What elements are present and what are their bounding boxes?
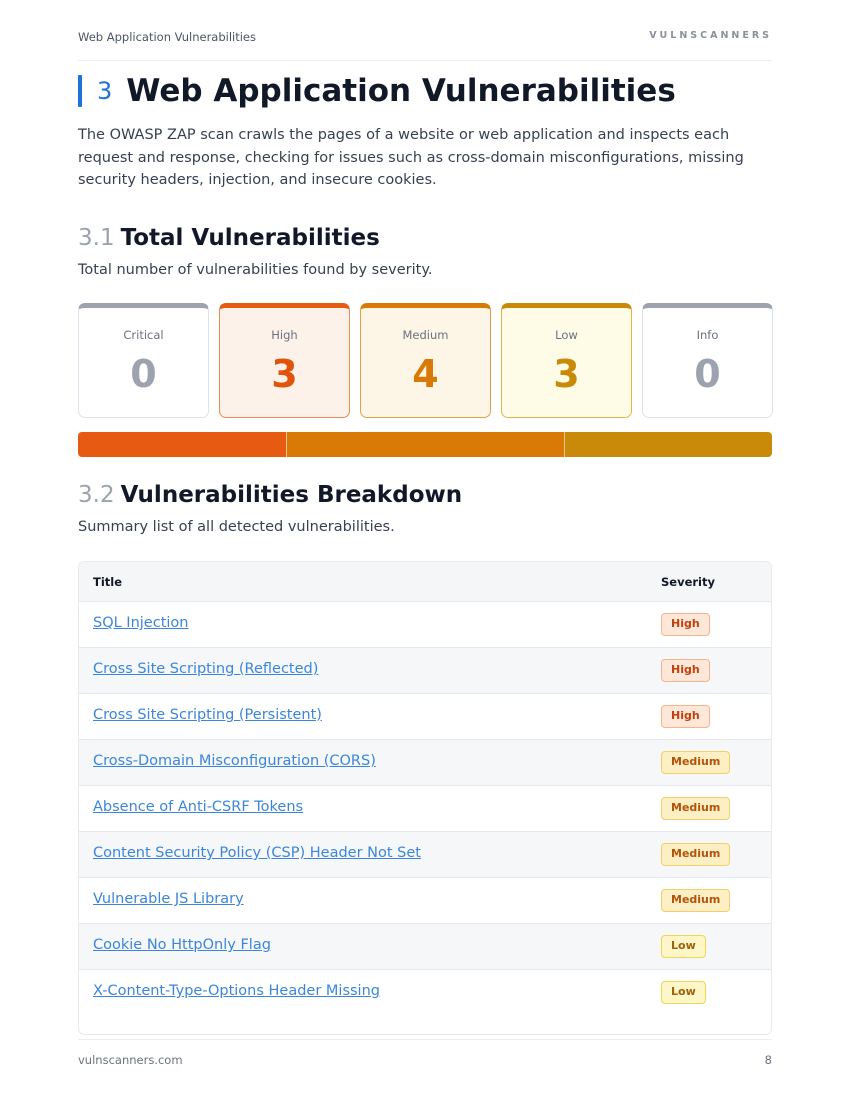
section-accent-bar	[78, 75, 82, 107]
vulnerability-link[interactable]: Vulnerable JS Library	[93, 891, 244, 907]
vulnerability-link[interactable]: Cookie No HttpOnly Flag	[93, 937, 271, 953]
vulnerability-link[interactable]: Content Security Policy (CSP) Header Not Set	[93, 845, 421, 861]
page-footer	[78, 1039, 772, 1079]
severity-bar-segment-low	[564, 432, 772, 457]
severity-distribution-bar	[78, 432, 772, 457]
severity-badge: Medium	[661, 889, 730, 912]
vulnerability-link[interactable]: Cross-Domain Misconfiguration (CORS)	[93, 753, 376, 769]
subsection-breakdown-heading	[78, 482, 462, 512]
vulnerability-link[interactable]: X-Content-Type-Options Header Missing	[93, 983, 380, 999]
severity-card-count: 3	[271, 352, 298, 396]
severity-card-info	[642, 303, 773, 418]
vulnerability-link[interactable]: Cross Site Scripting (Persistent)	[93, 707, 322, 723]
subsection-title: Total Vulnerabilities	[120, 225, 380, 251]
severity-cards	[78, 303, 772, 418]
severity-badge: High	[661, 613, 710, 636]
table-row	[79, 601, 771, 647]
severity-card-low	[501, 303, 632, 418]
page-header	[78, 30, 772, 61]
section-title: Web Application Vulnerabilities	[126, 73, 676, 109]
severity-card-count: 3	[553, 352, 580, 396]
column-header-title: Title	[93, 575, 123, 589]
severity-badge: Medium	[661, 751, 730, 774]
header-title: Web Application Vulnerabilities	[78, 30, 257, 44]
table-row	[79, 647, 771, 693]
table-row	[79, 923, 771, 969]
section-intro: The OWASP ZAP scan crawls the pages of a website or web application and inspects each request and response, checking for issues such as cross-domain misconfigurations, missing security headers, injection, and insecure cookies.	[78, 127, 744, 188]
severity-card-critical	[78, 303, 209, 418]
severity-card-high	[219, 303, 350, 418]
severity-badge: Medium	[661, 797, 730, 820]
severity-card-label: Critical	[123, 328, 164, 342]
severity-card-label: High	[271, 328, 298, 342]
severity-bar-segment-medium	[286, 432, 564, 457]
severity-card-label: Low	[555, 328, 578, 342]
severity-badge: High	[661, 659, 710, 682]
severity-bar-segment-high	[78, 432, 286, 457]
severity-card-count: 0	[130, 352, 157, 396]
section-number: 3	[97, 77, 113, 105]
subsection-total-heading	[78, 225, 380, 255]
vulnerability-link[interactable]: SQL Injection	[93, 615, 189, 631]
table-row	[79, 739, 771, 785]
subsection-number: 3.1	[78, 225, 115, 251]
vulnerability-link[interactable]: Absence of Anti-CSRF Tokens	[93, 799, 304, 815]
page-number: 8	[764, 1053, 772, 1067]
severity-badge: Low	[661, 981, 706, 1004]
severity-card-label: Medium	[402, 328, 449, 342]
severity-badge: Low	[661, 935, 706, 958]
table-body	[79, 601, 771, 1015]
footer-site: vulnscanners.com	[78, 1053, 183, 1067]
severity-card-label: Info	[696, 328, 719, 342]
severity-badge: High	[661, 705, 710, 728]
severity-badge: Medium	[661, 843, 730, 866]
column-header-severity: Severity	[661, 575, 715, 589]
table-row	[79, 693, 771, 739]
table-row	[79, 969, 771, 1015]
subsection-breakdown-description: Summary list of all detected vulnerabilities.	[78, 519, 395, 535]
severity-card-count: 4	[412, 352, 439, 396]
table-row	[79, 877, 771, 923]
severity-card-count: 0	[694, 352, 721, 396]
table-row	[79, 831, 771, 877]
vulnerabilities-table	[78, 561, 772, 1035]
subsection-number: 3.2	[78, 482, 115, 508]
table-row	[79, 785, 771, 831]
section-heading	[78, 74, 676, 108]
table-header	[79, 562, 771, 601]
brand-name: VULNSCANNERS	[649, 30, 772, 41]
subsection-total-description: Total number of vulnerabilities found by severity.	[78, 262, 433, 278]
subsection-title: Vulnerabilities Breakdown	[120, 482, 463, 508]
vulnerability-link[interactable]: Cross Site Scripting (Reflected)	[93, 661, 319, 677]
severity-card-medium	[360, 303, 491, 418]
